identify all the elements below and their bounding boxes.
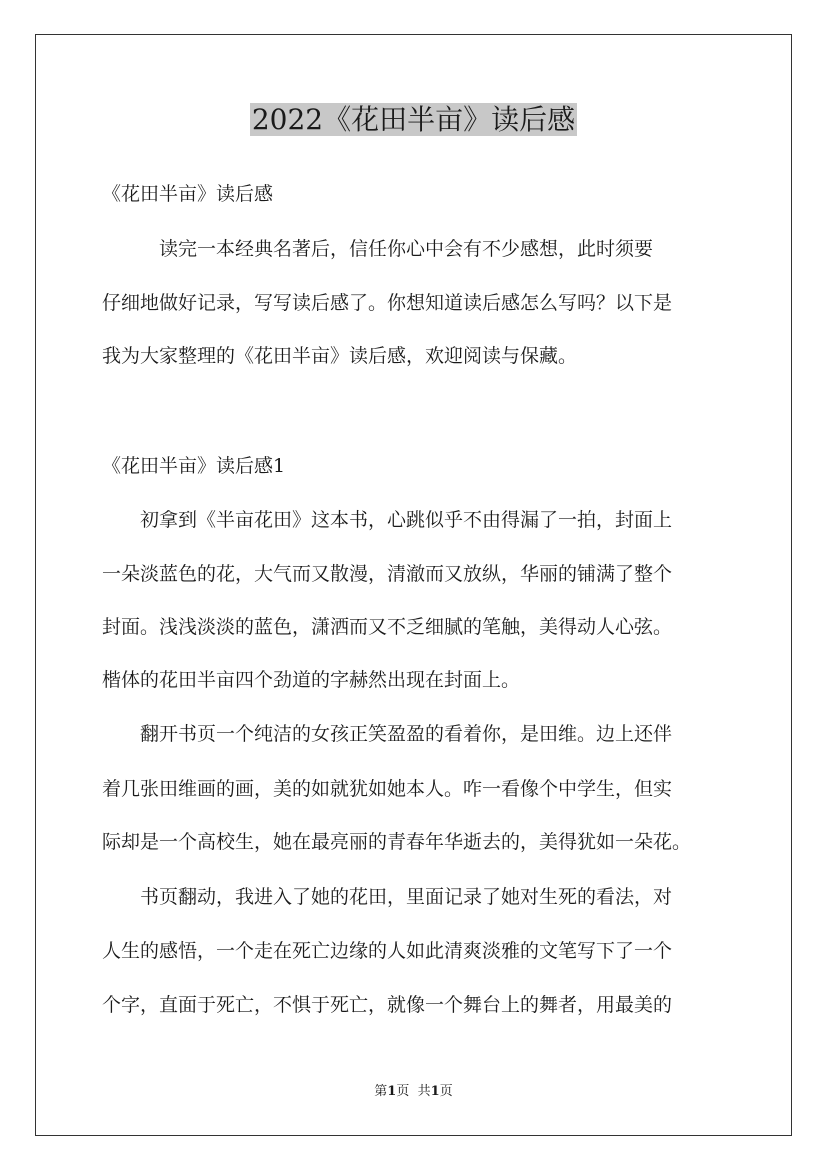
paragraph-line: 楷体的花田半亩四个劲道的字赫然出现在封面上。 [102,669,521,691]
footer-page-suffix: 页 [396,1084,410,1099]
document-title-text: 2022《花田半亩》读后感 [251,103,576,136]
page-footer [0,1083,827,1101]
document-title [0,100,827,140]
paragraph-line: 际却是一个高校生，她在最亮丽的青春年华逝去的，美得犹如一朵花。 [102,831,692,853]
paragraph-line: 读完一本经典名著后，信任你心中会有不少感想，此时须要 [102,238,654,260]
paragraph-line: 书页翻动，我进入了她的花田，里面记录了她对生死的看法，对 [102,886,673,908]
paragraph-line: 一朵淡蓝色的花，大气而又散漫，清澈而又放纵，华丽的铺满了整个 [102,563,673,585]
footer-total-suffix: 页 [439,1084,453,1099]
footer-page-prefix: 第 [374,1084,388,1099]
paragraph-line: 初拿到《半亩花田》这本书，心跳似乎不由得漏了一拍，封面上 [102,509,673,531]
footer-total-prefix: 共 [417,1084,431,1099]
subheading-section-1: 《花田半亩》读后感1 [102,455,286,477]
paragraph-line: 个字，直面于死亡，不惧于死亡，就像一个舞台上的舞者，用最美的 [102,994,673,1016]
paragraph-line: 封面。浅浅淡淡的蓝色，潇洒而又不乏细腻的笔触，美得动人心弦。 [102,616,673,638]
paragraph-line: 着几张田维画的画，美的如就犹如她本人。咋一看像个中学生，但实 [102,778,673,800]
footer-page-number: 1 [387,1084,397,1099]
subheading-intro: 《花田半亩》读后感 [102,183,274,205]
paragraph-line: 人生的感悟，一个走在死亡边缘的人如此清爽淡雅的文笔写下了一个 [102,940,673,962]
paragraph-line: 我为大家整理的《花田半亩》读后感，欢迎阅读与保藏。 [102,345,578,367]
paragraph-line: 仔细地做好记录，写写读后感了。你想知道读后感怎么写吗？以下是 [102,292,673,314]
paragraph-line: 翻开书页一个纯洁的女孩正笑盈盈的看着你，是田维。边上还伴 [102,723,673,745]
footer-total-number: 1 [430,1084,440,1099]
